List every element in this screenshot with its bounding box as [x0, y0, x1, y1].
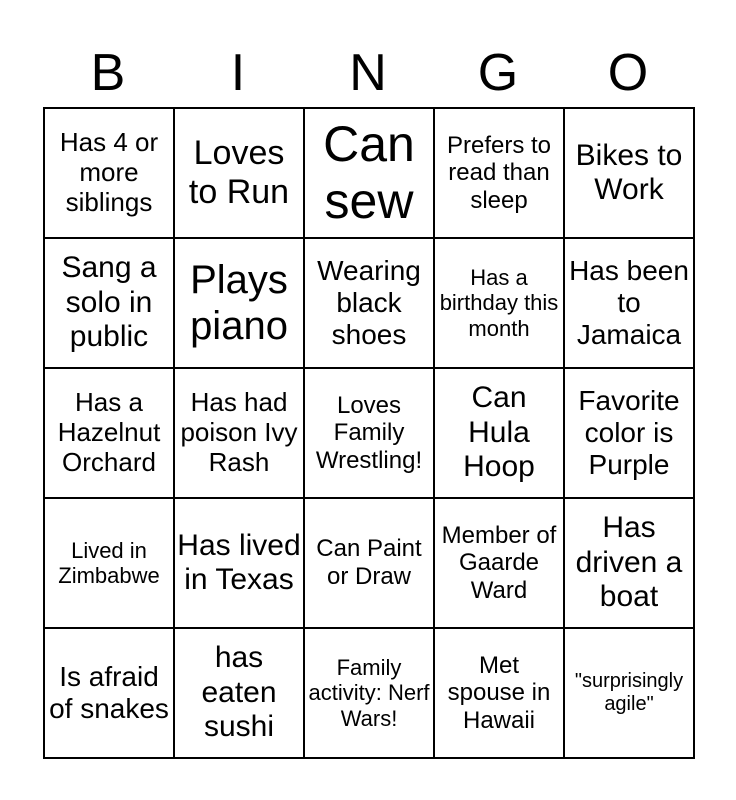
- header-letter-o: O: [607, 44, 649, 102]
- bingo-cell[interactable]: Has had poison Ivy Rash: [174, 368, 304, 498]
- bingo-cell[interactable]: has eaten sushi: [174, 628, 304, 758]
- bingo-board: [43, 107, 695, 759]
- bingo-cell[interactable]: Can Hula Hoop: [434, 368, 564, 498]
- bingo-cell[interactable]: Can Paint or Draw: [304, 498, 434, 628]
- bingo-cell[interactable]: Bikes to Work: [564, 108, 694, 238]
- board-row-4: [44, 498, 694, 628]
- bingo-cell[interactable]: Is afraid of snakes: [44, 628, 174, 758]
- header-letter-n: N: [349, 44, 387, 102]
- bingo-cell[interactable]: Prefers to read than sleep: [434, 108, 564, 238]
- header-letter-i: I: [230, 44, 246, 102]
- bingo-cell[interactable]: Wearing black shoes: [304, 238, 434, 368]
- bingo-cell[interactable]: Plays piano: [174, 238, 304, 368]
- bingo-cell[interactable]: Sang a solo in public: [44, 238, 174, 368]
- board-row-3: [44, 368, 694, 498]
- board-row-5: [44, 628, 694, 758]
- header-letter-g: G: [477, 44, 519, 102]
- bingo-cell[interactable]: "surprisingly agile": [564, 628, 694, 758]
- bingo-cell[interactable]: Lived in Zimbabwe: [44, 498, 174, 628]
- bingo-cell[interactable]: Met spouse in Hawaii: [434, 628, 564, 758]
- bingo-cell[interactable]: Favorite color is Purple: [564, 368, 694, 498]
- bingo-cell[interactable]: Has lived in Texas: [174, 498, 304, 628]
- header-letter-b: B: [90, 44, 126, 102]
- bingo-cell[interactable]: Has 4 or more siblings: [44, 108, 174, 238]
- board-row-1: [44, 108, 694, 238]
- bingo-cell[interactable]: Loves Family Wrestling!: [304, 368, 434, 498]
- bingo-cell[interactable]: Loves to Run: [174, 108, 304, 238]
- bingo-cell[interactable]: Has been to Jamaica: [564, 238, 694, 368]
- bingo-header: [43, 40, 693, 106]
- bingo-cell[interactable]: Member of Gaarde Ward: [434, 498, 564, 628]
- bingo-cell[interactable]: Family activity: Nerf Wars!: [304, 628, 434, 758]
- bingo-cell[interactable]: Can sew: [304, 108, 434, 238]
- bingo-cell[interactable]: Has a Hazelnut Orchard: [44, 368, 174, 498]
- bingo-cell[interactable]: Has driven a boat: [564, 498, 694, 628]
- board-row-2: [44, 238, 694, 368]
- bingo-cell[interactable]: Has a birthday this month: [434, 238, 564, 368]
